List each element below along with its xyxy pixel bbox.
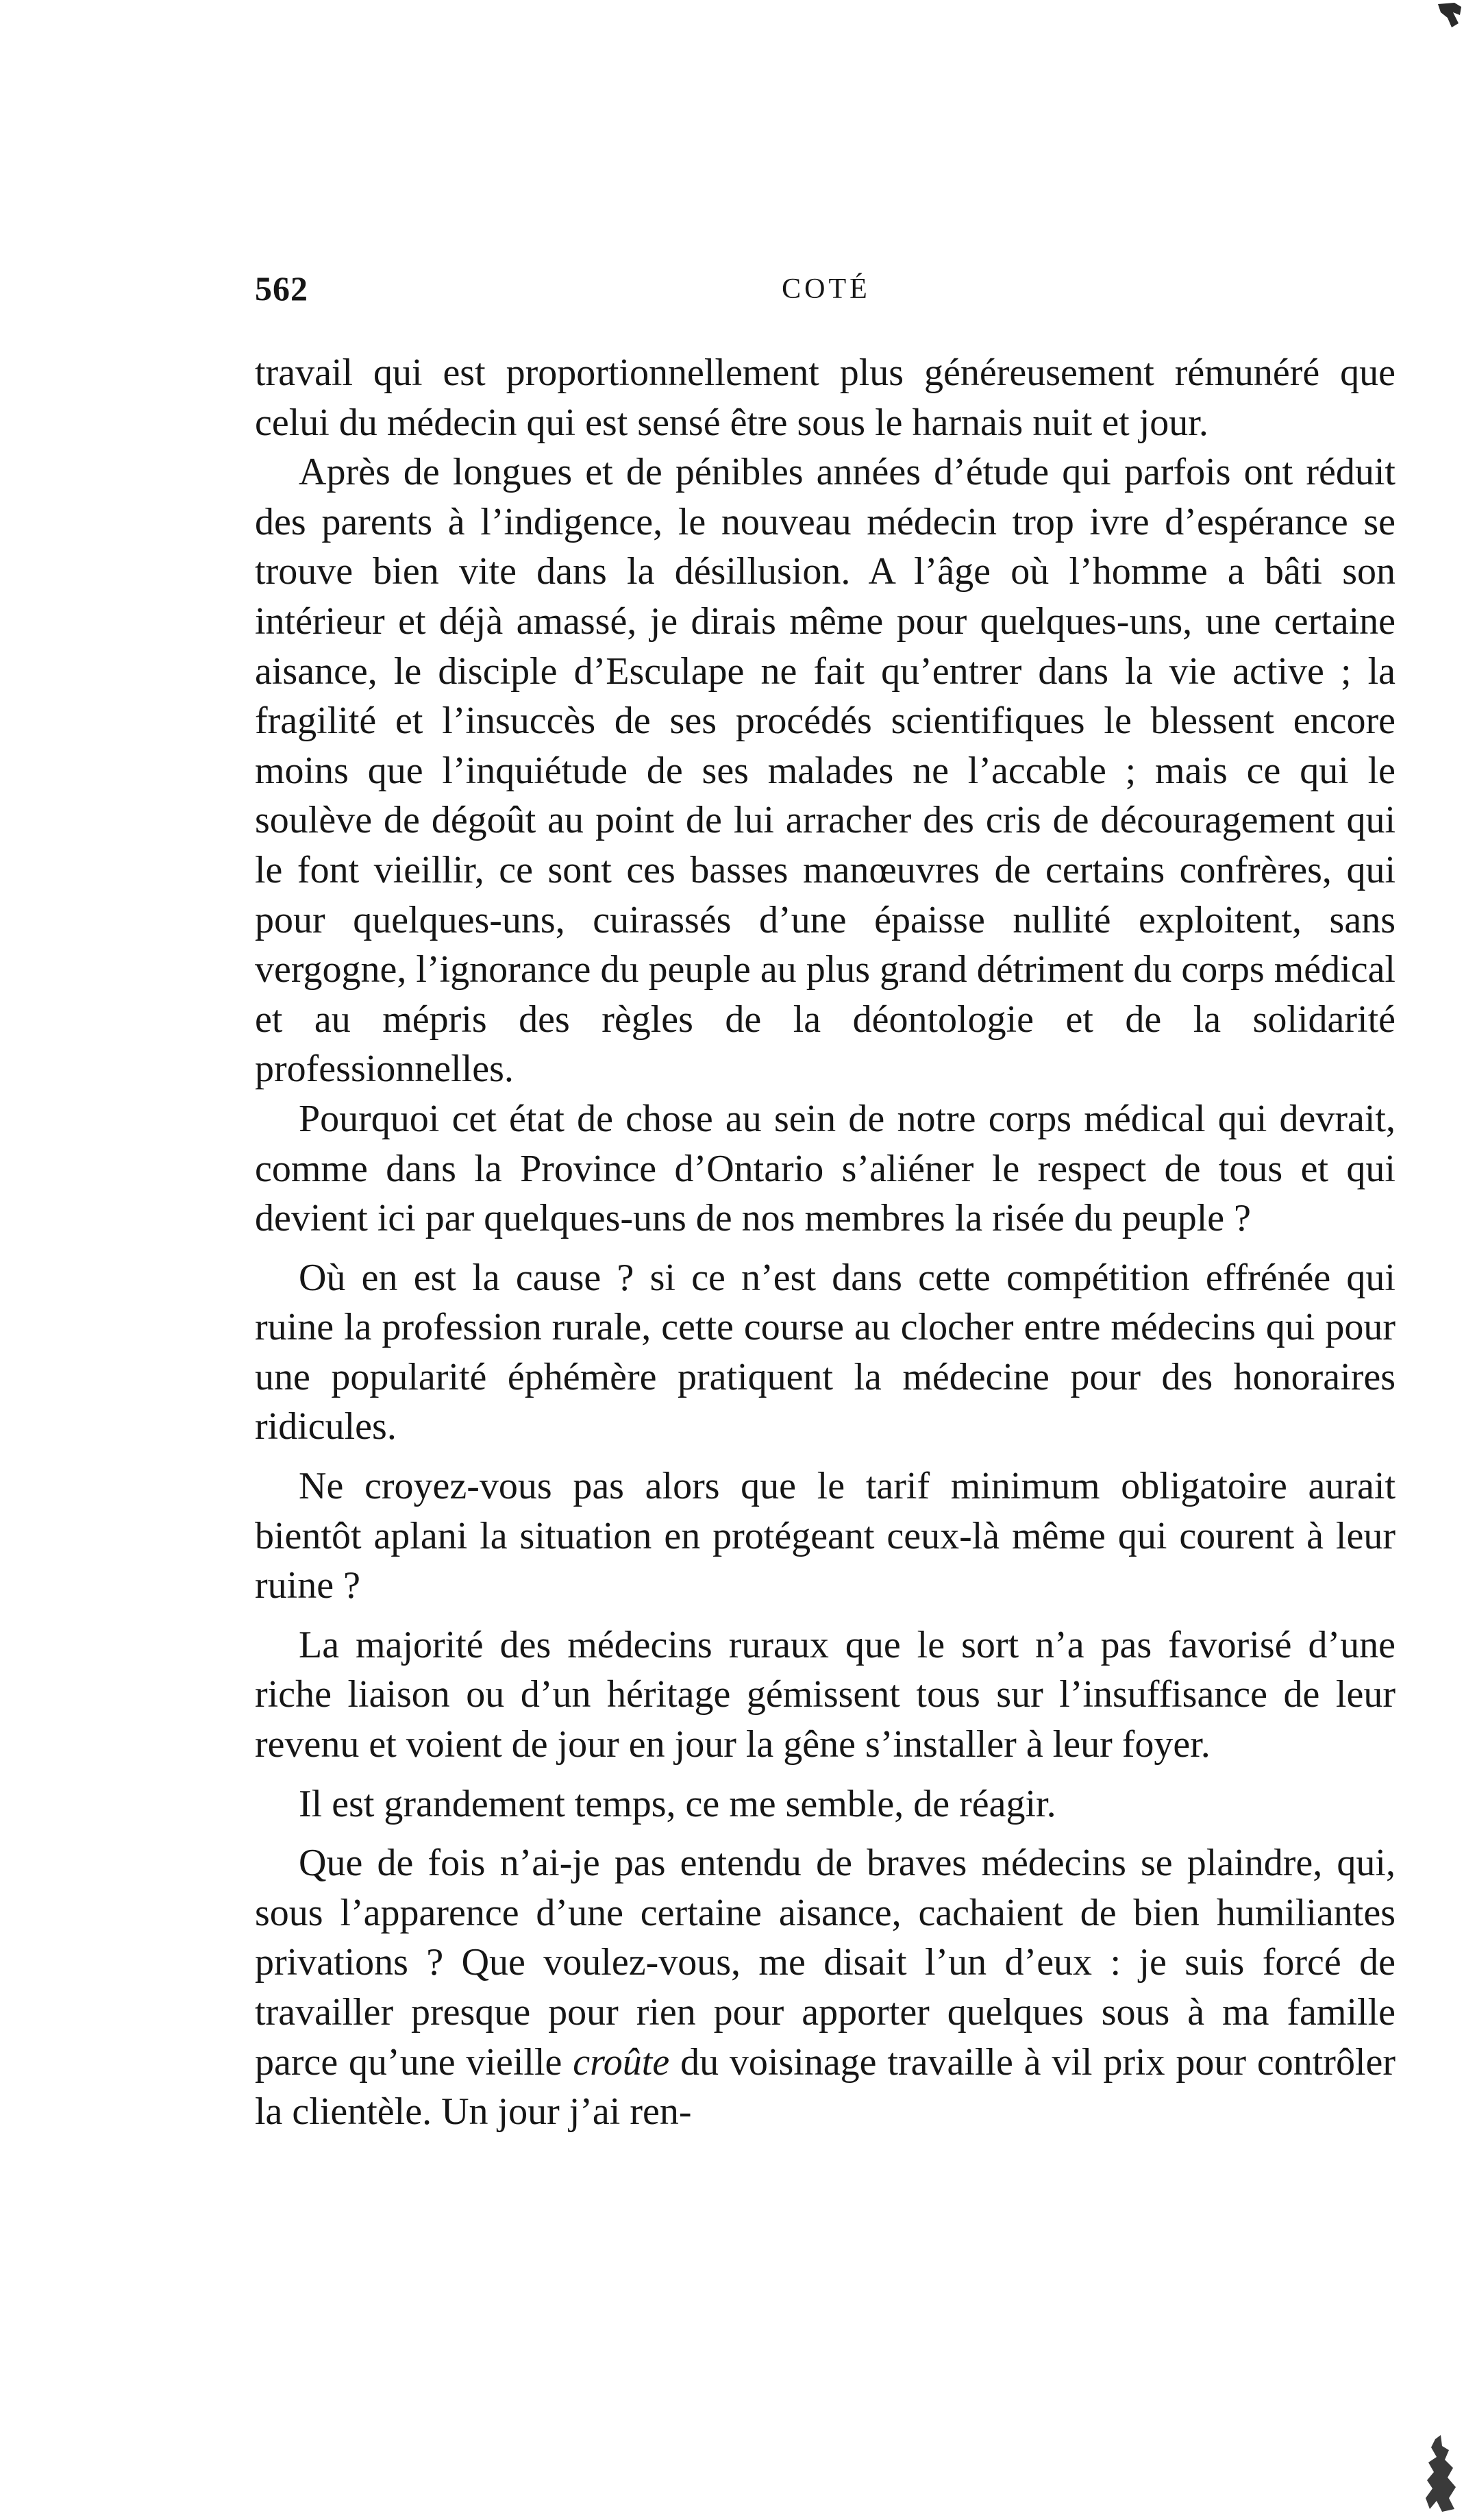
paragraph-8-emphasis: croûte — [573, 2040, 670, 2084]
paragraph-7: Il est grandement temps, ce me semble, de réagir. — [299, 1782, 1056, 1825]
paragraph-8-text-after: du voisinage travaille à vil prix pour contrôler la clientèle. Un jour j’ai ren- — [255, 2040, 1396, 2134]
scan-artifact-bottom-right — [1422, 2432, 1460, 2515]
body-text — [255, 348, 1395, 2137]
paragraph-4: Où en est la cause ? si ce n’est dans cette compétition effrénée qui ruine la profession rurale, cette course au clocher entre médecins qui pour une popularité éphémère pratiquent la médecine pour des honoraires ridicules. — [255, 1256, 1395, 1448]
running-head — [255, 269, 1398, 317]
page-number: 562 — [255, 269, 308, 308]
scan-artifact-top-right — [1434, 0, 1464, 30]
paragraph-5: Ne croyez-vous pas alors que le tarif minimum obligatoire aurait bientôt aplani la situation en protégeant ceux-là même qui courent à leur ruine ? — [255, 1465, 1395, 1607]
paragraph-3: Pourquoi cet état de chose au sein de notre corps médical qui devrait, comme dans la Province d’Ontario s’aliéner le respect de tous et qui devient ici par quelques-uns de nos membres la risée du peuple ? — [255, 1097, 1395, 1240]
paragraph-6: La majorité des médecins ruraux que le sort n’a pas favorisé d’une riche liaison ou d’un héritage gémissent tous sur l’insuffisance de leur revenu et voient de jour en jour la gêne s’installer à leur foyer. — [255, 1623, 1395, 1766]
paragraph-2: Après de longues et de pénibles années d’étude qui parfois ont réduit des parents à l’indigence, le nouveau médecin trop ivre d’espérance se trouve bien vite dans la désillusion. A l’âge où l’homme a bâti son intérieur et déjà amassé, je dirais même pour quelques-uns, une certaine aisance, le disciple d’Esculape ne fait qu’entrer dans la vie active ; la fragilité et l’insuccès de ses procédés scientifiques le blessent encore moins que l’inquiétude de ses malades ne l’accable ; mais ce qui le soulève de dégoût au point de lui arracher des cris de découragement qui le font vieillir, ce sont ces basses manœuvres de certains confrères, qui pour quelques-uns, cuirassés d’une épaisse nullité exploitent, sans vergogne, l’ignorance du peuple au plus grand détriment du corps médical et au mépris des règles de la déontologie et de la solidarité professionnelles. — [255, 451, 1395, 1091]
paragraph-8-text-before: Que de fois n’ai-je pas entendu de braves médecins se plaindre, qui, sous l’apparence d’une certaine aisance, cachaient de bien humiliantes privations ? Que voulez-vous, me disait l’un d’eux : je suis forcé de travailler presque pour rien pour apporter quelques sous à ma famille parce qu’une vieille — [255, 1842, 1395, 2084]
paragraph-1: travail qui est proportionnellement plus généreusement rémunéré que celui du médecin qui est sensé être sous le harnais nuit et jour. — [255, 351, 1395, 444]
paragraph-8 — [255, 1838, 1395, 2137]
running-title: COTÉ — [782, 273, 871, 305]
